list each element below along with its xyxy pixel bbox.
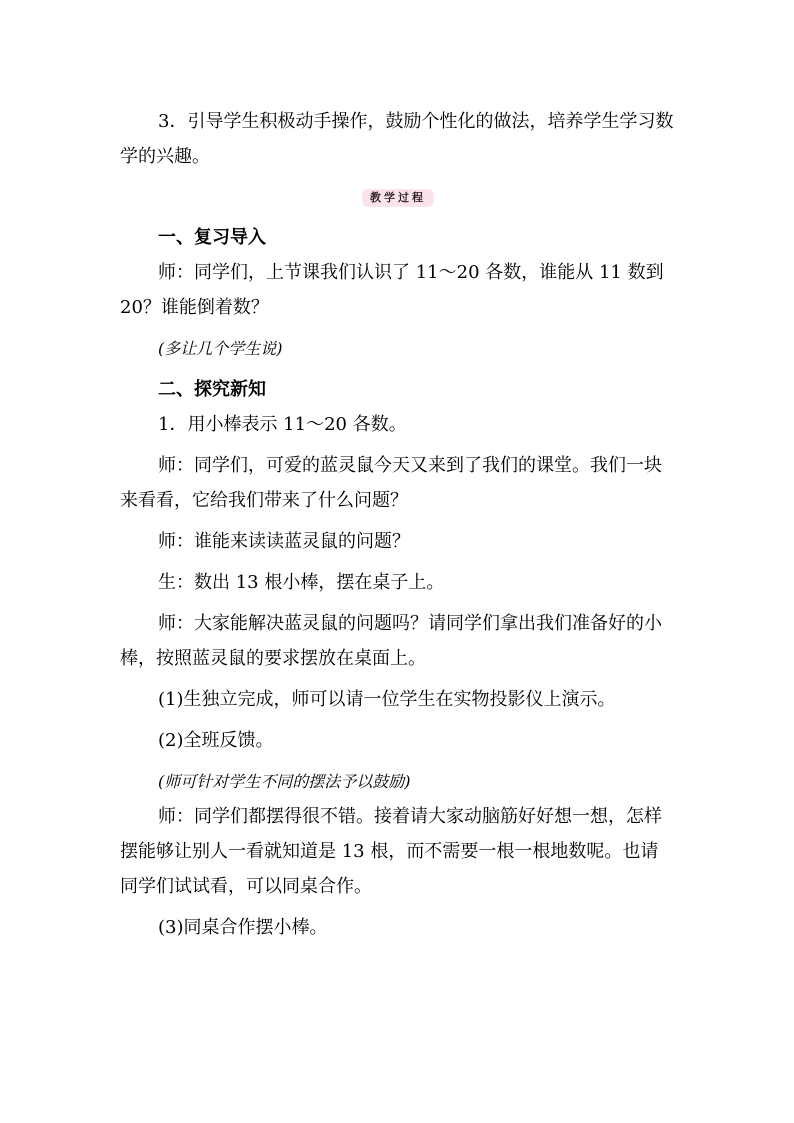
paragraph-teacher-question: 师：谁能来读读蓝灵鼠的问题？ bbox=[158, 531, 410, 552]
note-encourage: (师可针对学生不同的摆法予以鼓励) bbox=[158, 772, 411, 791]
paragraph-substep-3: (3)同桌合作摆小棒。 bbox=[158, 917, 328, 938]
note-students-speak: (多让几个学生说) bbox=[158, 339, 283, 358]
paragraph-step-1: 1．用小棒表示 11～20 各数。 bbox=[158, 414, 407, 435]
paragraph-teacher-task: 师：大家能解决蓝灵鼠的问题吗？请同学们拿出我们准备好的小棒，按照蓝灵鼠的要求摆放在桌面上。 bbox=[120, 613, 662, 669]
paragraph-teacher-challenge: 师：同学们都摆得很不错。接着请大家动脑筋好好想一想，怎样摆能够让别人一看就知道是 13 根，而不需要一根一根地数呢。也请同学们试试看，可以同桌合作。 bbox=[120, 806, 662, 897]
paragraph-teacher-intro: 师：同学们，可爱的蓝灵鼠今天又来到了我们的课堂。我们一块来看看，它给我们带来了什么问题？ bbox=[120, 455, 662, 511]
banner-label: 教学过程 bbox=[362, 189, 434, 207]
paragraph-objective-3: 3．引导学生积极动手操作，鼓励个性化的做法，培养学生学习数学的兴趣。 bbox=[120, 111, 674, 167]
document-body bbox=[120, 104, 676, 945]
paragraph-substep-1: (1)生独立完成，师可以请一位学生在实物投影仪上演示。 bbox=[158, 689, 616, 710]
section-banner bbox=[120, 180, 676, 214]
paragraph-substep-2: (2)全班反馈。 bbox=[158, 730, 274, 751]
heading-explore: 二、探究新知 bbox=[158, 379, 266, 400]
heading-review: 一、复习导入 bbox=[158, 227, 266, 248]
paragraph-student-answer: 生：数出 13 根小棒，摆在桌子上。 bbox=[158, 572, 445, 593]
paragraph-teacher-review: 师：同学们，上节课我们认识了 11～20 各数，谁能从 11 数到 20？谁能倒着数？ bbox=[120, 262, 664, 318]
